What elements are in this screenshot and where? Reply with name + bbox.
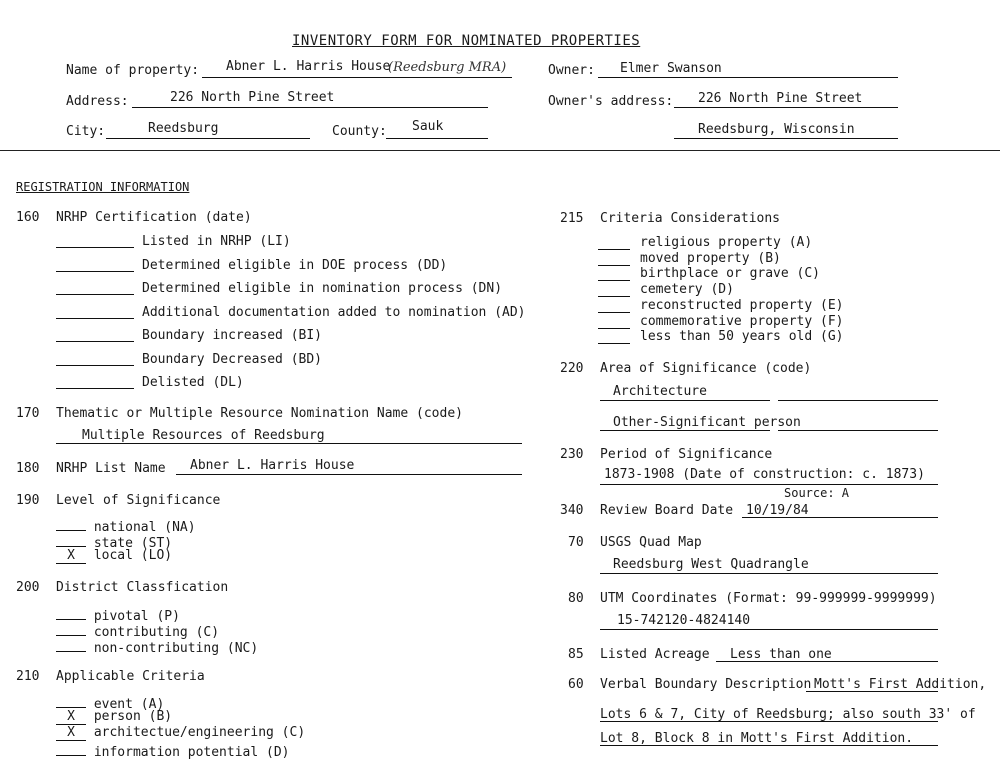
section-200-code: 200: [16, 580, 40, 595]
consideration-blank: [598, 343, 630, 344]
section-215-title: Criteria Considerations: [600, 211, 781, 226]
section-80-line: [600, 629, 938, 630]
section-170-value: Multiple Resources of Reedsburg: [82, 428, 325, 443]
owner-label: Owner:: [548, 63, 595, 78]
level-state-label: state (ST): [93, 536, 173, 551]
item-blank-line: [56, 294, 134, 295]
section-180-value: Abner L. Harris House: [190, 458, 355, 473]
section-220-line2b: [778, 430, 938, 431]
section-220-value2: Other-Significant person: [613, 415, 801, 430]
section-60-rule2: [600, 721, 938, 722]
form-title: INVENTORY FORM FOR NOMINATED PROPERTIES: [292, 33, 641, 49]
criteria-event-mark: [56, 693, 86, 708]
item-blank-line: [56, 271, 134, 272]
name-of-property-line: [202, 77, 512, 78]
section-220-code: 220: [560, 361, 584, 376]
section-60-line1: Mott's First Addition,: [814, 677, 987, 692]
county-label: County:: [332, 124, 387, 139]
section-210-code: 210: [16, 669, 40, 684]
consideration-birthplace: birthplace or grave (C): [640, 266, 821, 281]
address-value: 226 North Pine Street: [170, 90, 335, 105]
registration-heading: REGISTRATION INFORMATION: [16, 180, 190, 194]
section-80-code: 80: [568, 591, 584, 606]
owner-city-value: Reedsburg, Wisconsin: [698, 122, 855, 137]
owner-line: [598, 77, 898, 78]
item-blank-line: [56, 388, 134, 389]
section-230-title: Period of Significance: [600, 447, 773, 462]
section-200-title: District Classfication: [56, 580, 229, 595]
district-pivotal-label: pivotal (P): [93, 609, 180, 624]
consideration-blank: [598, 265, 630, 266]
name-of-property-label: Name of property:: [66, 63, 200, 78]
section-170-title: Thematic or Multiple Resource Nomination Name (code): [56, 406, 463, 421]
consideration-less-than-50: less than 50 years old (G): [640, 329, 844, 344]
county-line: [386, 138, 488, 139]
section-210-title: Applicable Criteria: [56, 669, 205, 684]
section-80-value: 15-742120-4824140: [617, 613, 751, 628]
section-85-value: Less than one: [730, 647, 832, 662]
section-230-line: [600, 484, 938, 485]
section-60-rule3: [600, 745, 938, 746]
section-220-line2a: [600, 430, 770, 431]
consideration-blank: [598, 328, 630, 329]
level-local-label: local (LO): [93, 548, 173, 563]
section-230-code: 230: [560, 447, 584, 462]
section-190-code: 190: [16, 493, 40, 508]
owner-address-label: Owner's address:: [548, 94, 674, 109]
consideration-blank: [598, 312, 630, 313]
criteria-information: [56, 741, 290, 761]
criteria-architecture: [56, 725, 305, 741]
item-blank-line: [56, 365, 134, 366]
section-340-code: 340: [560, 503, 584, 518]
item-boundary-increased: Boundary increased (BI): [142, 328, 323, 343]
consideration-blank: [598, 280, 630, 281]
district-pivotal-mark: [56, 605, 86, 620]
criteria-person-mark: X: [56, 710, 86, 725]
district-contributing-label: contributing (C): [93, 625, 220, 640]
section-180-line: [176, 474, 522, 475]
item-determined-doe: Determined eligible in DOE process (DD): [142, 258, 448, 273]
criteria-person: [56, 709, 172, 725]
level-national-mark: [56, 516, 86, 531]
owner-value: Elmer Swanson: [620, 61, 722, 76]
district-non-contributing-mark: [56, 637, 86, 652]
section-60-line2: Lots 6 & 7, City of Reedsburg; also south 33' of: [600, 707, 976, 722]
section-220-line1a: [600, 400, 770, 401]
section-220-line1b: [778, 400, 938, 401]
section-190-title: Level of Significance: [56, 493, 221, 508]
section-215-code: 215: [560, 211, 584, 226]
section-70-value: Reedsburg West Quadrangle: [613, 557, 809, 572]
consideration-blank: [598, 249, 630, 250]
section-230-value: 1873-1908 (Date of construction: c. 1873): [604, 467, 925, 482]
section-85-code: 85: [568, 647, 584, 662]
section-160-title: NRHP Certification (date): [56, 210, 252, 225]
district-non-contributing-label: non-contributing (NC): [93, 641, 259, 656]
item-determined-nomination: Determined eligible in nomination process (DN): [142, 281, 503, 296]
section-60-code: 60: [568, 677, 584, 692]
item-listed: Listed in NRHP (LI): [142, 234, 291, 249]
consideration-cemetery: cemetery (D): [640, 282, 734, 297]
section-60-title: Verbal Boundary Description: [600, 677, 812, 692]
address-label: Address:: [66, 94, 129, 109]
section-220-title: Area of Significance (code): [600, 361, 812, 376]
owner-address-line: [674, 107, 898, 108]
section-340-value: 10/19/84: [746, 503, 809, 518]
district-non-contributing: [56, 637, 258, 657]
name-of-property-value: Abner L. Harris House: [226, 59, 391, 74]
section-160-code: 160: [16, 210, 40, 225]
district-contributing-mark: [56, 621, 86, 636]
city-label: City:: [66, 124, 106, 139]
item-delisted: Delisted (DL): [142, 375, 244, 390]
address-line: [132, 107, 488, 108]
level-state-mark: [56, 532, 86, 547]
item-additional-documentation: Additional documentation added to nomination (AD): [142, 305, 526, 320]
owner-address-value: 226 North Pine Street: [698, 91, 863, 106]
consideration-commemorative: commemorative property (F): [640, 314, 844, 329]
name-of-property-handwritten: (Reedsburg MRA): [388, 60, 507, 75]
section-70-code: 70: [568, 535, 584, 550]
owner-city-line: [674, 138, 898, 139]
section-340-line: [742, 517, 938, 518]
criteria-event-label: event (A): [93, 697, 165, 712]
section-80-title: UTM Coordinates (Format: 99-999999-9999999): [600, 591, 937, 606]
criteria-information-mark: [56, 741, 86, 756]
section-230-source: Source: A: [784, 486, 850, 500]
section-170-line: [56, 443, 522, 444]
item-boundary-decreased: Boundary Decreased (BD): [142, 352, 323, 367]
section-220-value1: Architecture: [613, 384, 707, 399]
consideration-religious: religious property (A): [640, 235, 813, 250]
city-line: [106, 138, 310, 139]
consideration-moved: moved property (B): [640, 251, 781, 266]
level-local: [56, 548, 172, 564]
county-value: Sauk: [412, 119, 444, 134]
section-85-line: [716, 661, 938, 662]
header-divider: [0, 150, 1000, 151]
item-blank-line: [56, 318, 134, 319]
section-70-line: [600, 573, 938, 574]
city-value: Reedsburg: [148, 121, 219, 136]
criteria-person-label: person (B): [93, 709, 173, 724]
criteria-information-label: information potential (D): [93, 745, 290, 760]
section-85-title: Listed Acreage: [600, 647, 710, 662]
section-170-code: 170: [16, 406, 40, 421]
section-180-code: 180: [16, 461, 40, 476]
level-national-label: national (NA): [93, 520, 196, 535]
criteria-architecture-label: architectue/engineering (C): [93, 725, 306, 740]
section-70-title: USGS Quad Map: [600, 535, 702, 550]
section-340-title: Review Board Date: [600, 503, 734, 518]
level-local-mark: X: [56, 549, 86, 564]
section-60-line3: Lot 8, Block 8 in Mott's First Addition.: [600, 731, 914, 746]
consideration-reconstructed: reconstructed property (E): [640, 298, 844, 313]
section-180-title: NRHP List Name: [56, 461, 166, 476]
consideration-blank: [598, 296, 630, 297]
item-blank-line: [56, 341, 134, 342]
item-blank-line: [56, 247, 134, 248]
section-60-rule1: [806, 691, 938, 692]
criteria-architecture-mark: X: [56, 726, 86, 741]
